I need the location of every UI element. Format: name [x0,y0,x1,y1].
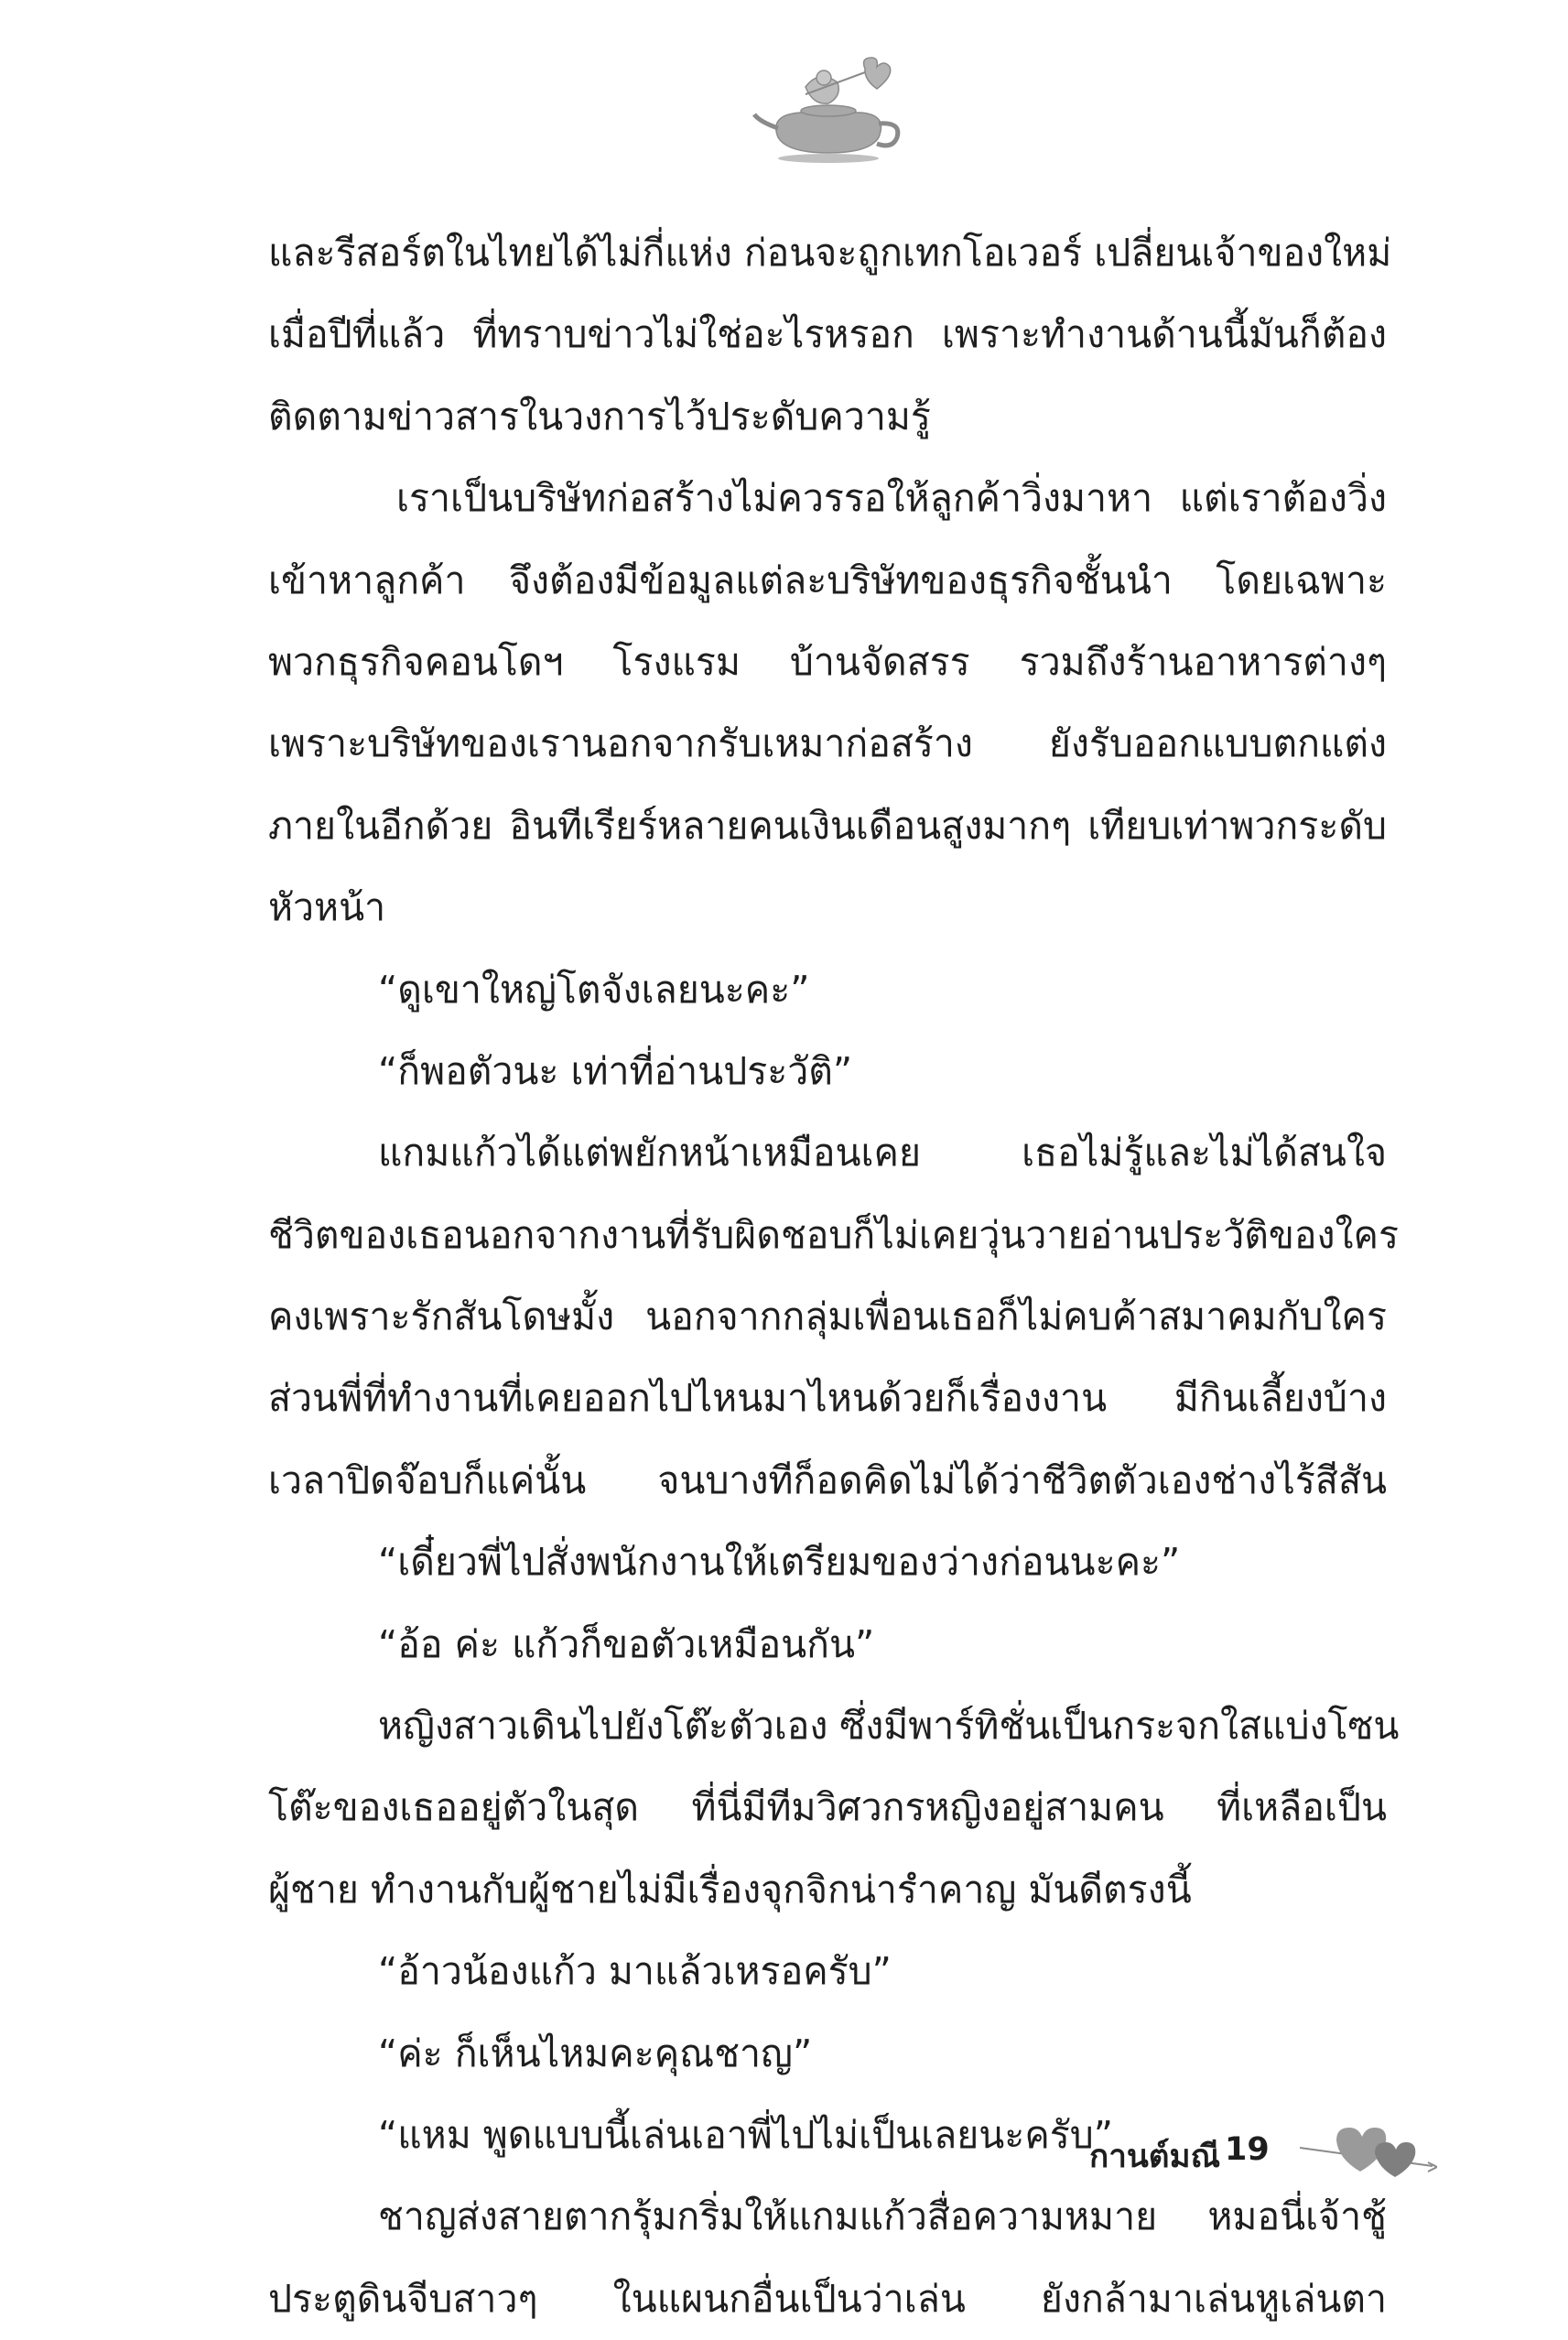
page-number: 19 [1225,2131,1270,2168]
text-line: เข้าหาลูกค้า จึงต้องมีข้อมูลแต่ละบริษัทของธุรกิจชั้นนำ โดยเฉพาะ [268,558,1387,602]
text-line: เราเป็นบริษัทก่อสร้างไม่ควรรอให้ลูกค้าวิ่งมาหา แต่เราต้องวิ่ง [396,476,1387,521]
body-text [268,212,1400,2340]
text-line: “ก็พอตัวนะ เท่าที่อ่านประวัติ” [378,1048,853,1093]
text-line: และรีสอร์ตในไทยได้ไม่กี่แห่ง ก่อนจะถูกเทกโอเวอร์ เปลี่ยนเจ้าของใหม่ [268,231,1392,275]
hearts-arrow-icon [1300,2120,1437,2184]
page-footer [1089,2120,1437,2184]
text-line: “อ้าวน้องแก้ว มาแล้วเหรอครับ” [378,1949,892,1994]
cupid-teapot-icon [751,50,915,169]
text-line: “อ้อ ค่ะ แก้วก็ขอตัวเหมือนกัน” [378,1621,875,1666]
text-line: “เดี๋ยวพี่ไปสั่งพนักงานให้เตรียมของว่างก่อนนะคะ” [378,1540,1181,1585]
text-line: เมื่อปีที่แล้ว ที่ทราบข่าวไม่ใช่อะไรหรอก เพราะทำงานด้านนี้มันก็ต้อง [268,312,1387,357]
text-line: “ค่ะ ก็เห็นไหมคะคุณชาญ” [378,2031,813,2075]
text-line: ชาญส่งสายตากรุ้มกริ่มให้แกมแก้วสื่อความหมาย หมอนี่เจ้าชู้ [378,2194,1387,2239]
text-line: แกมแก้วได้แต่พยักหน้าเหมือนเคย เธอไม่รู้และไม่ได้สนใจ [378,1131,1387,1175]
text-line: ผู้ชาย ทำงานกับผู้ชายไม่มีเรื่องจุกจิกน่ารำคาญ มันดีตรงนี้ [268,1867,1192,1912]
text-line: ประตูดินจีบสาวๆ ในแผนกอื่นเป็นว่าเล่น ยังกล้ามาเล่นหูเล่นตา [268,2276,1387,2321]
text-line: ชีวิตของเธอนอกจากงานที่รับผิดชอบก็ไม่เคยวุ่นวายอ่านประวัติของใคร [268,1212,1400,1257]
text-line: หัวหน้า [268,885,386,930]
text-line: “ดูเขาใหญ่โตจังเลยนะคะ” [378,967,810,1012]
text-line: พวกธุรกิจคอนโดฯ โรงแรม บ้านจัดสรร รวมถึงร้านอาหารต่างๆ [268,639,1387,684]
text-line: เวลาปิดจ๊อบก็แค่นั้น จนบางทีก็อดคิดไม่ได้ว่าชีวิตตัวเองช่างไร้สีสัน [268,1457,1387,1502]
text-line: ติดตามข่าวสารในวงการไว้ประดับความรู้ [268,394,931,439]
text-line: คงเพราะรักสันโดษมั้ง นอกจากกลุ่มเพื่อนเธอก็ไม่คบค้าสมาคมกับใคร [268,1295,1387,1339]
text-line: หญิงสาวเดินไปยังโต๊ะตัวเอง ซึ่งมีพาร์ทิชั่นเป็นกระจกใสแบ่งโซน [378,1704,1400,1749]
text-line: ส่วนพี่ที่ทำงานที่เคยออกไปไหนมาไหนด้วยก็เรื่องงาน มีกินเลี้ยงบ้าง [268,1376,1387,1421]
text-line: เพราะบริษัทของเรานอกจากรับเหมาก่อสร้าง ยังรับออกแบบตกแต่ง [268,721,1387,766]
text-line: โต๊ะของเธออยู่ตัวในสุด ที่นี่มีทีมวิศวกรหญิงอยู่สามคน ที่เหลือเป็น [268,1785,1387,1830]
running-title: กานต์มณี [1089,2139,1221,2175]
text-line: ภายในอีกด้วย อินทีเรียร์หลายคนเงินเดือนสูงมากๆ เทียบเท่าพวกระดับ [268,803,1387,848]
text-line: “แหม พูดแบบนี้เล่นเอาพี่ไปไม่เป็นเลยนะครับ” [378,2112,1114,2157]
